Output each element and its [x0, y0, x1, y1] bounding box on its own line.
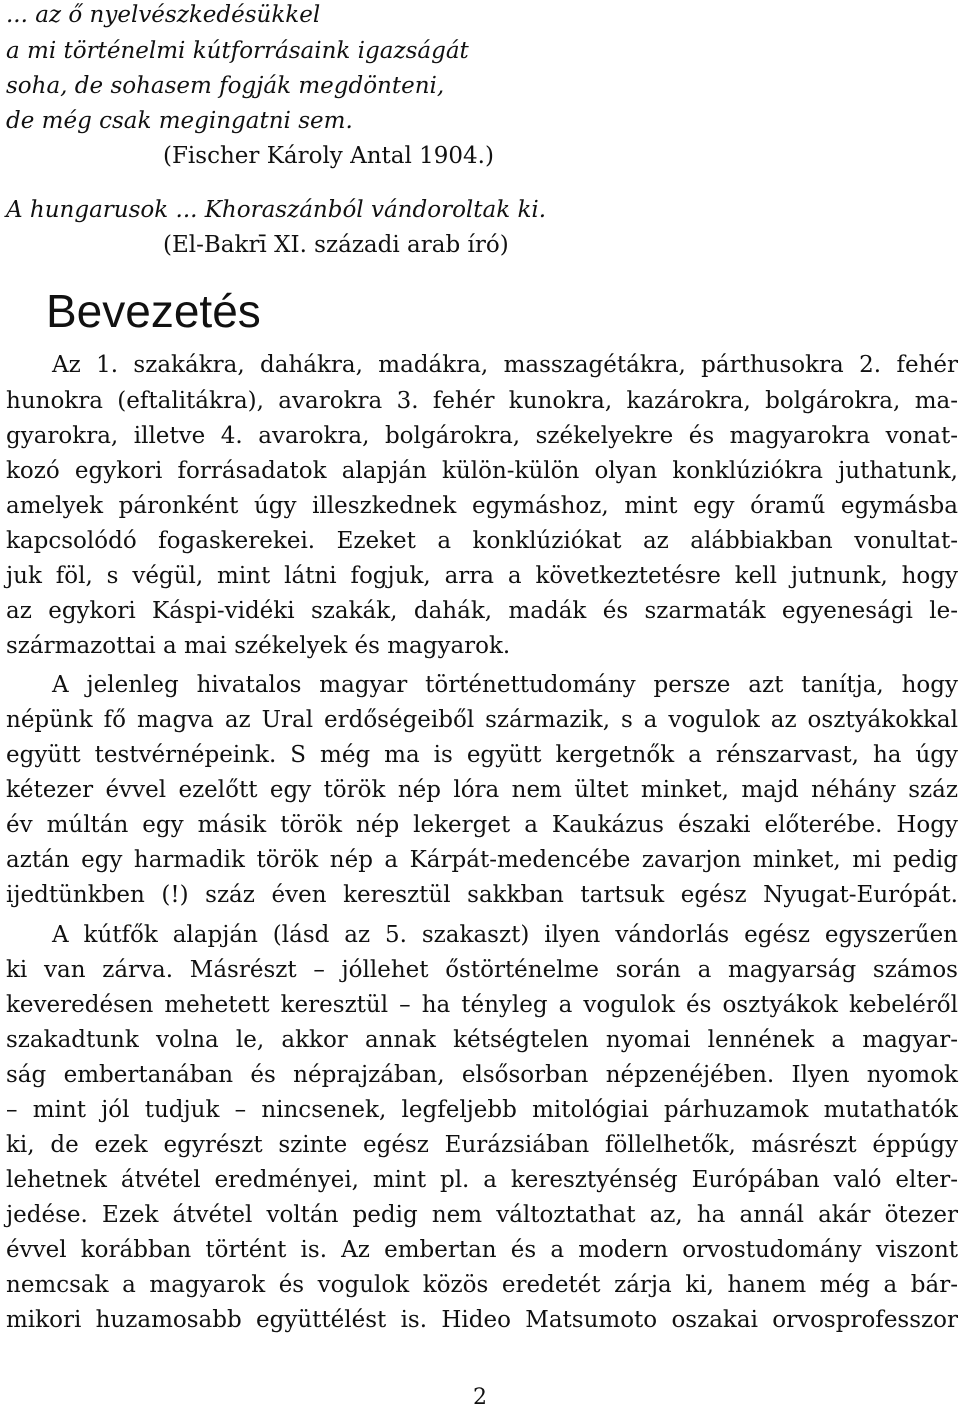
body-line: az egykori Káspi-vidéki szakák, dahák, madák és szarmaták egyenesági le- [6, 598, 958, 624]
body-line: A jelenleg hivatalos magyar történettudomány persze azt tanítja, hogy [52, 672, 958, 698]
body-line: Az 1. szakákra, dahákra, madákra, masszagétákra, párthusokra 2. fehér [52, 352, 958, 378]
body-line: kozó egykori forrásadatok alapján külön-külön olyan konklúziókra juthatunk, [6, 458, 958, 484]
section-title: Bevezetés [46, 285, 261, 337]
body-line: jedése. Ezek átvétel voltán pedig nem változtathat az, ha annál akár ötezer [6, 1202, 958, 1228]
body-line: – mint jól tudjuk – nincsenek, legfeljebb mitológiai párhuzamok mutathatók [6, 1097, 958, 1123]
body-line: év múltán egy másik török nép lekerget a Kaukázus északi előterébe. Hogy [6, 812, 958, 838]
body-line: együtt testvérnépeink. S még ma is együtt kergetnők a rénszarvast, ha úgy [6, 742, 958, 768]
body-line: A kútfők alapján (lásd az 5. szakaszt) ilyen vándorlás egész egyszerűen [52, 922, 958, 948]
body-line: népünk fő magva az Ural erdőségeiből származik, s a vogulok az osztyákokkal [6, 707, 958, 733]
body-line: kétezer évvel ezelőtt egy török nép lóra nem ültet minket, majd néhány száz [6, 777, 958, 803]
epigraph-line: ... az ő nyelvészkedésükkel [6, 2, 321, 28]
epigraph-line: a mi történelmi kútforrásaink igazságát [6, 38, 469, 64]
body-line: amelyek páronként úgy illeszkednek egymáshoz, mint egy óramű egymásba [6, 493, 958, 519]
epigraph-line: soha, de sohasem fogják megdönteni, [6, 73, 445, 99]
page-number: 2 [473, 1385, 487, 1410]
epigraph-source: (Fischer Károly Antal 1904.) [163, 143, 494, 169]
epigraph-line: de még csak megingatni sem. [6, 108, 353, 134]
body-line: keveredésen mehetett keresztül – ha tényleg a vogulok és osztyákok kebeléről [6, 992, 958, 1018]
body-line: ki, de ezek egyrészt szinte egész Eurázsiában föllelhetők, másrészt éppúgy [6, 1132, 958, 1158]
body-line: gyarokra, illetve 4. avarokra, bolgárokra, székelyekre és magyarokra vonat- [6, 423, 958, 449]
epigraph-source: (El-Bakrī XI. századi arab író) [163, 232, 509, 258]
epigraph-line: A hungarusok ... Khoraszánból vándoroltak ki. [6, 197, 547, 223]
body-line: ság embertanában és néprajzában, elsősorban népzenéjében. Ilyen nyomok [6, 1062, 958, 1088]
body-line: szakadtunk volna le, akkor annak kétségtelen nyomai lennének a magyar- [6, 1027, 958, 1053]
body-line: nemcsak a magyarok és vogulok közös eredetét zárja ki, hanem még a bár- [6, 1272, 958, 1298]
body-line: évvel korábban történt is. Az embertan és a modern orvostudomány viszont [6, 1237, 958, 1263]
body-line: származottai a mai székelyek és magyarok. [6, 633, 511, 659]
body-line: ijedtünkben (!) száz éven keresztül sakkban tartsuk egész Nyugat-Európát. [6, 882, 958, 908]
body-line: hunokra (eftalitákra), avarokra 3. fehér kunokra, kazárokra, bolgárokra, ma- [6, 388, 958, 414]
body-line: aztán egy harmadik török nép a Kárpát-medencébe zavarjon minket, mi pedig [6, 847, 958, 873]
body-line: juk föl, s végül, mint látni fogjuk, arra a következtetésre kell jutnunk, hogy [6, 563, 958, 589]
body-line: kapcsolódó fogaskerekei. Ezeket a konklúziókat az alábbiakban vonultat- [6, 528, 958, 554]
body-line: mikori huzamosabb együttélést is. Hideo Matsumoto oszakai orvosprofesszor [6, 1307, 958, 1333]
body-line: ki van zárva. Másrészt – jóllehet őstörténelme során a magyarság számos [6, 957, 958, 983]
body-line: lehetnek átvétel eredményei, mint pl. a keresztyénség Európában való elter- [6, 1167, 958, 1193]
